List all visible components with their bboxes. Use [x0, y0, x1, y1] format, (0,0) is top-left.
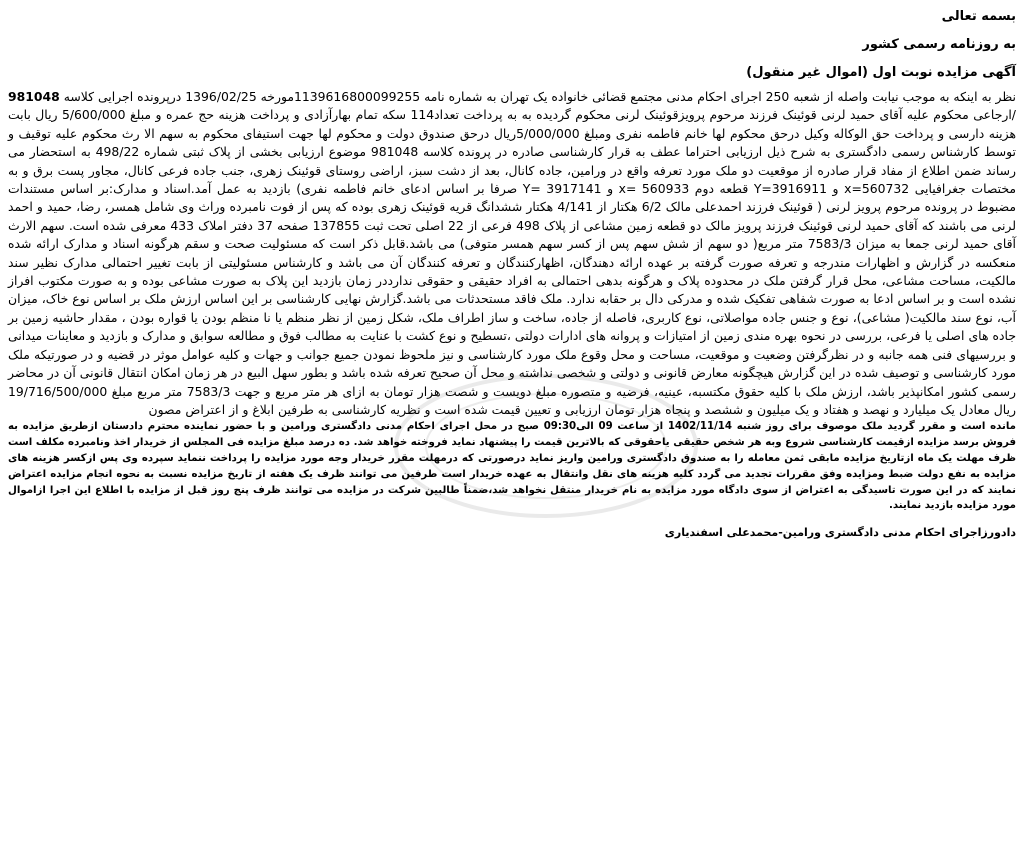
body-text-1: نظر به اینکه به موجب نیابت واصله از شعبه 250 اجرای احکام مدنی مجتمع قضائی خانواده یک تهران به شماره نامه 139616800099255‏1مورخه 1396/02/25 درپرونده اجرایی کلاسه [63, 89, 1017, 104]
notice-title: آگهی مزایده نوبت اول (اموال غیر منقول) [746, 65, 1016, 80]
signature-line: دادورزاجرای احکام مدنی دادگستری ورامین-محمدعلی اسفندیاری [664, 526, 1016, 540]
newspaper-heading: به روزنامه رسمی کشور [862, 37, 1016, 52]
auction-notice-document [6, 6, 1018, 847]
auction-terms [6, 419, 1018, 514]
terms-text-3: صبح در محل اجرای احکام مدنی دادگستری ورامین و با حضور نماینده محترم دادستان ازطریق مزایده به فروش برسد مزایده ازقیمت کارشناسی شروع وبه هر شخص حقیقی یاحقوقی که بالاترین قیمت را پیشنهاد نماید فروخته خواهد شد. ده درصد مبلغ مزایده فی المجلس از خریدار اخذ ونامبرده مکلف است ظرف مهلت یک ماه ازتاریخ مزایده مابقی ثمن معامله را به صندوق دادگستری ورامین واریز نماید درصورتی که درمهلت مقرر خریدار وجه مورد مزایده را پرداخت ننماید سپرده وی پس ازکسر هزینه های مزایده به نفع دولت ضبط ومزایده وفق مقررات تجدید می گردد کلیه هزینه های نقل وانتقال به عهده خریدار است طرفین می توانند ظرف یک هفته از تاریخ مزایده نسبت به نحوه انجام مزایده اعتراض نمایند که در این صورت تاسیدگی به اعتراض از سوی دادگاه مورد مزایده به نام خریدار منتقل نخواهد شد،ضمناً طالبین شرکت در مزایده می توانند ظرف پنج روز قبل از مزایده با اطلاع این اجرا ازاموال مورد مزایده بازدید نمایند. [8, 421, 1016, 512]
basmala-heading: بسمه تعالی [941, 9, 1016, 24]
terms-text-1: مانده است و مقرر گردید ملک موصوف برای روز شنبه [731, 421, 1016, 433]
terms-text-2: از ساعت 09 الی [576, 421, 668, 433]
body-text-2: /ارجاعی محکوم علیه آقای حمید لرنی قوئینک فرزند مرحوم پرویزقوئینک لرنی محکوم گردیده به به پرداخت تعداد114 سکه تمام بهارآزادی و پرداخت هزینه حج عمره و مبلغ 5/600/000 ریال بابت هزینه دارسی و پرداخت حق الوکاله وکیل درحق محکوم لها خانم فاطمه نفری ومبلغ 5/000/000ریال درحق صندوق دولت و محکوم لها جهت استیفای محکوم به سهم الا رث محکوم علیه توقیف و توسط کارشناس رسمی دادگستری به شرح ذیل ارزیابی احتراما عطف به قرار کارشناسی صادره در پرونده کلاسه 981048 موضوع ارزیابی بخشی از پلاک ثبتی شماره 498/22 به استحضار می رساند ضمن اطلاع از مفاد قرار صادره از موقعیت دو ملک مورد تعرفه واقع در ورامین، جاده کانال، بعد از دشت سبز، اراضی روستای قوئینک زهری، جنب جاده فرعی کانال، مجاور پست برق و به مختصات جغرافیایی x=560732 و Y=3916911 قطعه دوم x= 560933 و Y= 3917141 صرفا بر اساس ادعای خانم فاطمه نفری) بازدید به عمل آمد.اسناد و مدارک:بر اساس مستندات مضبوط در پرونده مرحوم پرویز لرنی ( قوئینک فرزند احمدعلی مالک 6/2 هکتار از 4/141 هکتار ششدانگ قریه قوئینک زهری بوده که پس از فوت نامبرده وراث وی شامل همسر، رضا، حمید و احمد لرنی می باشند که آقای حمید لرنی قوئینک فرزند پرویز مالک دو قطعه زمین مشاعی از پلاک 498 فرعی از 22 اصلی تحت ثبت 137855 صفحه 37 دفتر املاک 433 معرفی شده است. سهم الارث آقای حمید لرنی جمعا به میزان 7583/3 متر مربع( دو سهم از شش سهم پس از کسر سهم همسر متوفی) می باشد.قابل ذکر است که مسئولیت صحت و سقم هرگونه اسناد و مدارک ارائه شده منعکسه در گزارش و اظهارات مندرجه و تعرفه صورت گرفته بر عهده ارائه دهندگان، اظهارکنندگان و تعرفه کنندگان آن می باشد و کارشناس مسئولیتی از بابت تغییر احتمالی مدارک نظیر سند مالکیت، مساحت مشاعی، محل قرار گرفتن ملک در محدوده پلاک و هرگونه بدهی احتمالی به افراد حقیقی و حقوقی ندارددر زمان بازدید این پلاک به صورت مشاعی بوده و به صورت مکتوب افراز نشده است و بر اساس ادعا به صورت شفاهی تفکیک شده و مدرکی دال بر حقابه ندارد. ملک فاقد مستحدثات می باشد.گزارش نهایی کارشناسی بر این اساس ارزش ملک بر اساس نوع خاک، میزان آب، نوع سند مالکیت( مشاعی)، نوع و جنس جاده مواصلاتی، نوع کاربری، فاصله از جاده، ساخت و ساز اطراف ملک، شکل زمین از نظر منظم یا نا منظم بودن یا قواره بودن ، مقدار حاشیه زمین بر جاده های اصلی یا فرعی، بررسی در نحوه بهره مندی زمین از امتیازات و پروانه های ادارات دولتی ،تسطیح و نوع کشت با عنایت به مطالب فوق و مطالعه سوابق و مدارک و بازدید و معاینات میدانی و بررسیهای فنی همه جانبه و در نظرگرفتن وضعیت و موقعیت، مساحت و محل وقوع ملک مورد کارشناسی و نیز ملحوظ نمودن جمیع جوانب و جهات و کلیه عوامل موثر در قضیه و در صورتیکه ملک مورد کارشناسی و توصیف شده در این گزارش هیچگونه معارض قانونی و دولتی و شخصی نداشته و محل آن صحیح تعرفه شده باشد و بطور سهل البیع در هر زمان امکان انتقال قانونی آن در محاضر رسمی کشور امکانپذیر باشد، ارزش ملک با کلیه حقوق مکتسبه، عینیه، فرضیه و متصوره مبلغ دویست و شصت هزار تومان به ازای هر متر مربع و جهت 7583/3 متر مربع مبلغ 19/716/500/000 ریال معادل یک میلیارد و نهصد و هفتاد و یک میلیون و ششصد و پنجاه هزار تومان ارزیابی و تعیین قیمت شده است و نظریه کارشناسی به طرفین ابلاغ و از اعتراض مصون [8, 107, 1017, 417]
auction-time: 09:30 [543, 421, 577, 433]
notice-body [6, 88, 1018, 419]
auction-date: 1402/11/14 [667, 421, 732, 433]
case-number: 981048 [8, 89, 60, 104]
